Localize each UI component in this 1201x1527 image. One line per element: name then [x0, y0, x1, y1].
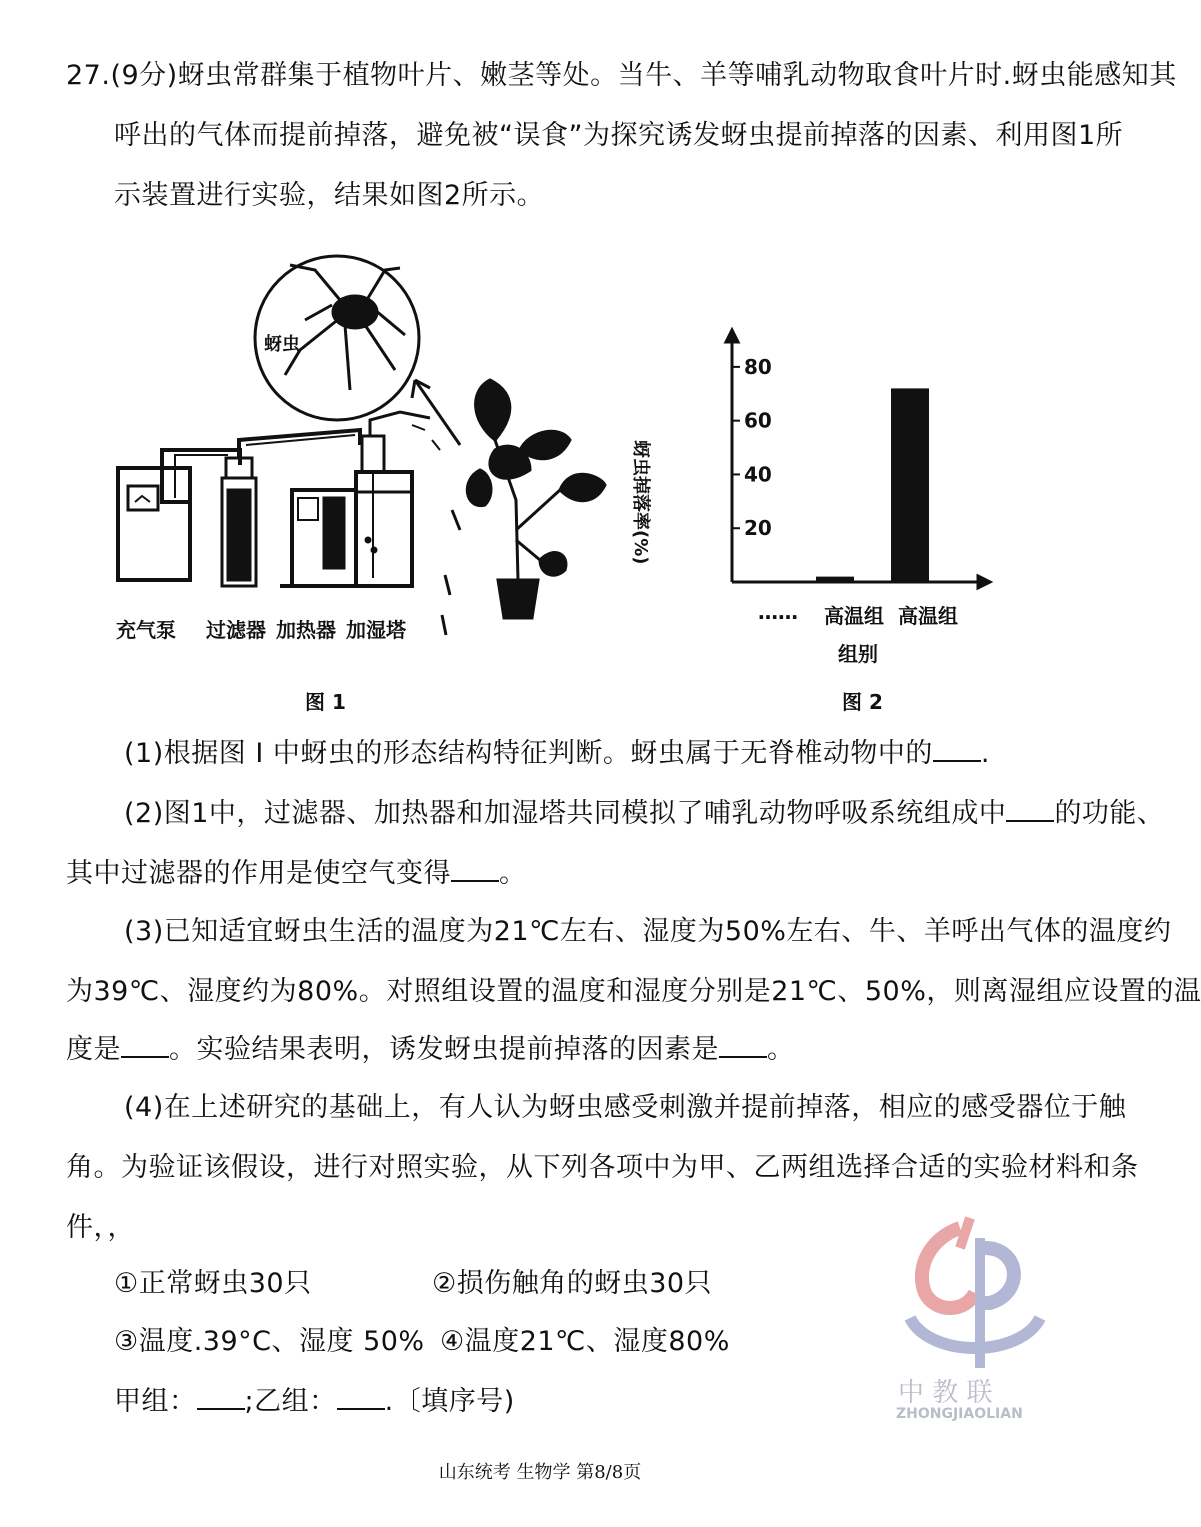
- watermark-logo: [890, 1208, 1060, 1378]
- question-intro-line1: 27.(9分)蚜虫常群集于植物叶片、嫩茎等处。当牛、羊等哺乳动物取食叶片时.蚜虫能感知其: [66, 60, 1177, 91]
- q3-line1: (3)已知适宜蚜虫生活的温度为21℃左右、湿度为50%左右、牛、羊呼出气体的温度约: [124, 916, 1172, 947]
- q3-answer-blank1[interactable]: [121, 1032, 169, 1058]
- chart-bar-1: [816, 577, 854, 582]
- q3-line3: [66, 1032, 795, 1068]
- q4-answer-blank-jia[interactable]: [197, 1384, 245, 1410]
- chart-xlabel: 组别: [838, 642, 878, 666]
- plant-leaf: [476, 380, 510, 440]
- figure1-caption: 图 1: [305, 690, 346, 714]
- q3-line3b: 。实验结果表明，诱发蚜虫提前掉落的因素是: [169, 1034, 719, 1065]
- chart-bar-2: [891, 388, 929, 582]
- chart-category-2: 高温组: [898, 604, 958, 628]
- q4-answer-b: ;乙组：: [244, 1386, 337, 1417]
- chart-category-0: ……: [758, 600, 798, 624]
- q4-answer-a: 甲组：: [114, 1386, 197, 1417]
- q1-text: (1)根据图 I 中蚜虫的形态结构特征判断。蚜虫属于无脊椎动物中的: [124, 738, 933, 769]
- q2-answer-blank2[interactable]: [451, 856, 499, 882]
- q4-option-3: ③温度.39°C、湿度 50%: [114, 1326, 425, 1357]
- question-intro-line3: 示装置进行实验，结果如图2所示。: [114, 180, 545, 211]
- humidifier-tank: [356, 472, 412, 586]
- q2-answer-blank1[interactable]: [1006, 796, 1054, 822]
- label-humidifier: 加湿塔: [346, 618, 406, 642]
- q4-line2: 角。为验证该假设，进行对照实验，从下列各项中为甲、乙两组选择合适的实验材料和条: [66, 1152, 1139, 1183]
- chart-ylabel: 蚜虫掉落率(%): [630, 440, 651, 565]
- q2-line2: [66, 856, 527, 892]
- q3-line2: 为39℃、湿度约为80%。对照组设置的温度和湿度分别是21℃、50%，则离湿组应设置的温: [66, 976, 1201, 1007]
- q4-answer-blank-yi[interactable]: [337, 1384, 385, 1410]
- chart-y-arrow: [726, 330, 738, 342]
- question-intro-line2: 呼出的气体而提前掉落，避免被“误食”为探究诱发蚜虫提前掉落的因素、利用图1所: [114, 120, 1124, 151]
- chart-x-arrow: [978, 576, 990, 588]
- q2-line2-text: 其中过滤器的作用是使空气变得: [66, 858, 451, 889]
- q1-line: [124, 736, 990, 772]
- q1-answer-blank[interactable]: [933, 736, 981, 762]
- q2-end: 。: [499, 858, 527, 889]
- chart-category-1: 高温组: [824, 604, 884, 628]
- q3-answer-blank2[interactable]: [719, 1032, 767, 1058]
- q2-line1: [124, 796, 1164, 832]
- chart-ytick-label-0: 20: [744, 516, 772, 541]
- q4-line1: (4)在上述研究的基础上，有人认为蚜虫感受刺激并提前掉落，相应的感受器位于触: [124, 1092, 1127, 1123]
- q3-line3c: 。: [767, 1034, 795, 1065]
- q3-line3a: 度是: [66, 1034, 121, 1065]
- q1-end: .: [980, 738, 990, 769]
- chart-ytick-label-3: 80: [744, 354, 772, 379]
- q4-option-4: ④温度21℃、湿度80%: [440, 1326, 730, 1357]
- q2-part1: (2)图1中，过滤器、加热器和加湿塔共同模拟了哺乳动物呼吸系统组成中: [124, 798, 1007, 829]
- aphid-body: [333, 296, 377, 328]
- q4-answer-line: [114, 1384, 515, 1420]
- label-air-pump: 充气泵: [116, 618, 176, 642]
- humidifier-tube: [362, 436, 384, 472]
- q4-answer-c: .〔填序号): [384, 1386, 515, 1417]
- q2-part2: 的功能、: [1054, 798, 1165, 829]
- q4-option-1: ①正常蚜虫30只: [114, 1268, 312, 1299]
- q4-option-2: ②损伤触角的蚜虫30只: [432, 1268, 713, 1299]
- figure2-caption: 图 2: [842, 690, 883, 714]
- q4-line3: 件，，: [66, 1212, 135, 1243]
- watermark-en: ZHONGJIAOLIAN: [896, 1406, 1023, 1422]
- plant-pot: [498, 580, 538, 618]
- label-heater: 加热器: [276, 618, 336, 642]
- label-filter: 过滤器: [206, 618, 266, 642]
- watermark-cn: 中 教 联: [898, 1378, 993, 1408]
- chart-ytick-label-1: 40: [744, 462, 772, 487]
- chart-ytick-label-2: 60: [744, 408, 772, 433]
- aphid-label: 蚜虫: [264, 334, 300, 355]
- page-footer: 山东统考 生物学 第8/8页: [438, 1462, 642, 1483]
